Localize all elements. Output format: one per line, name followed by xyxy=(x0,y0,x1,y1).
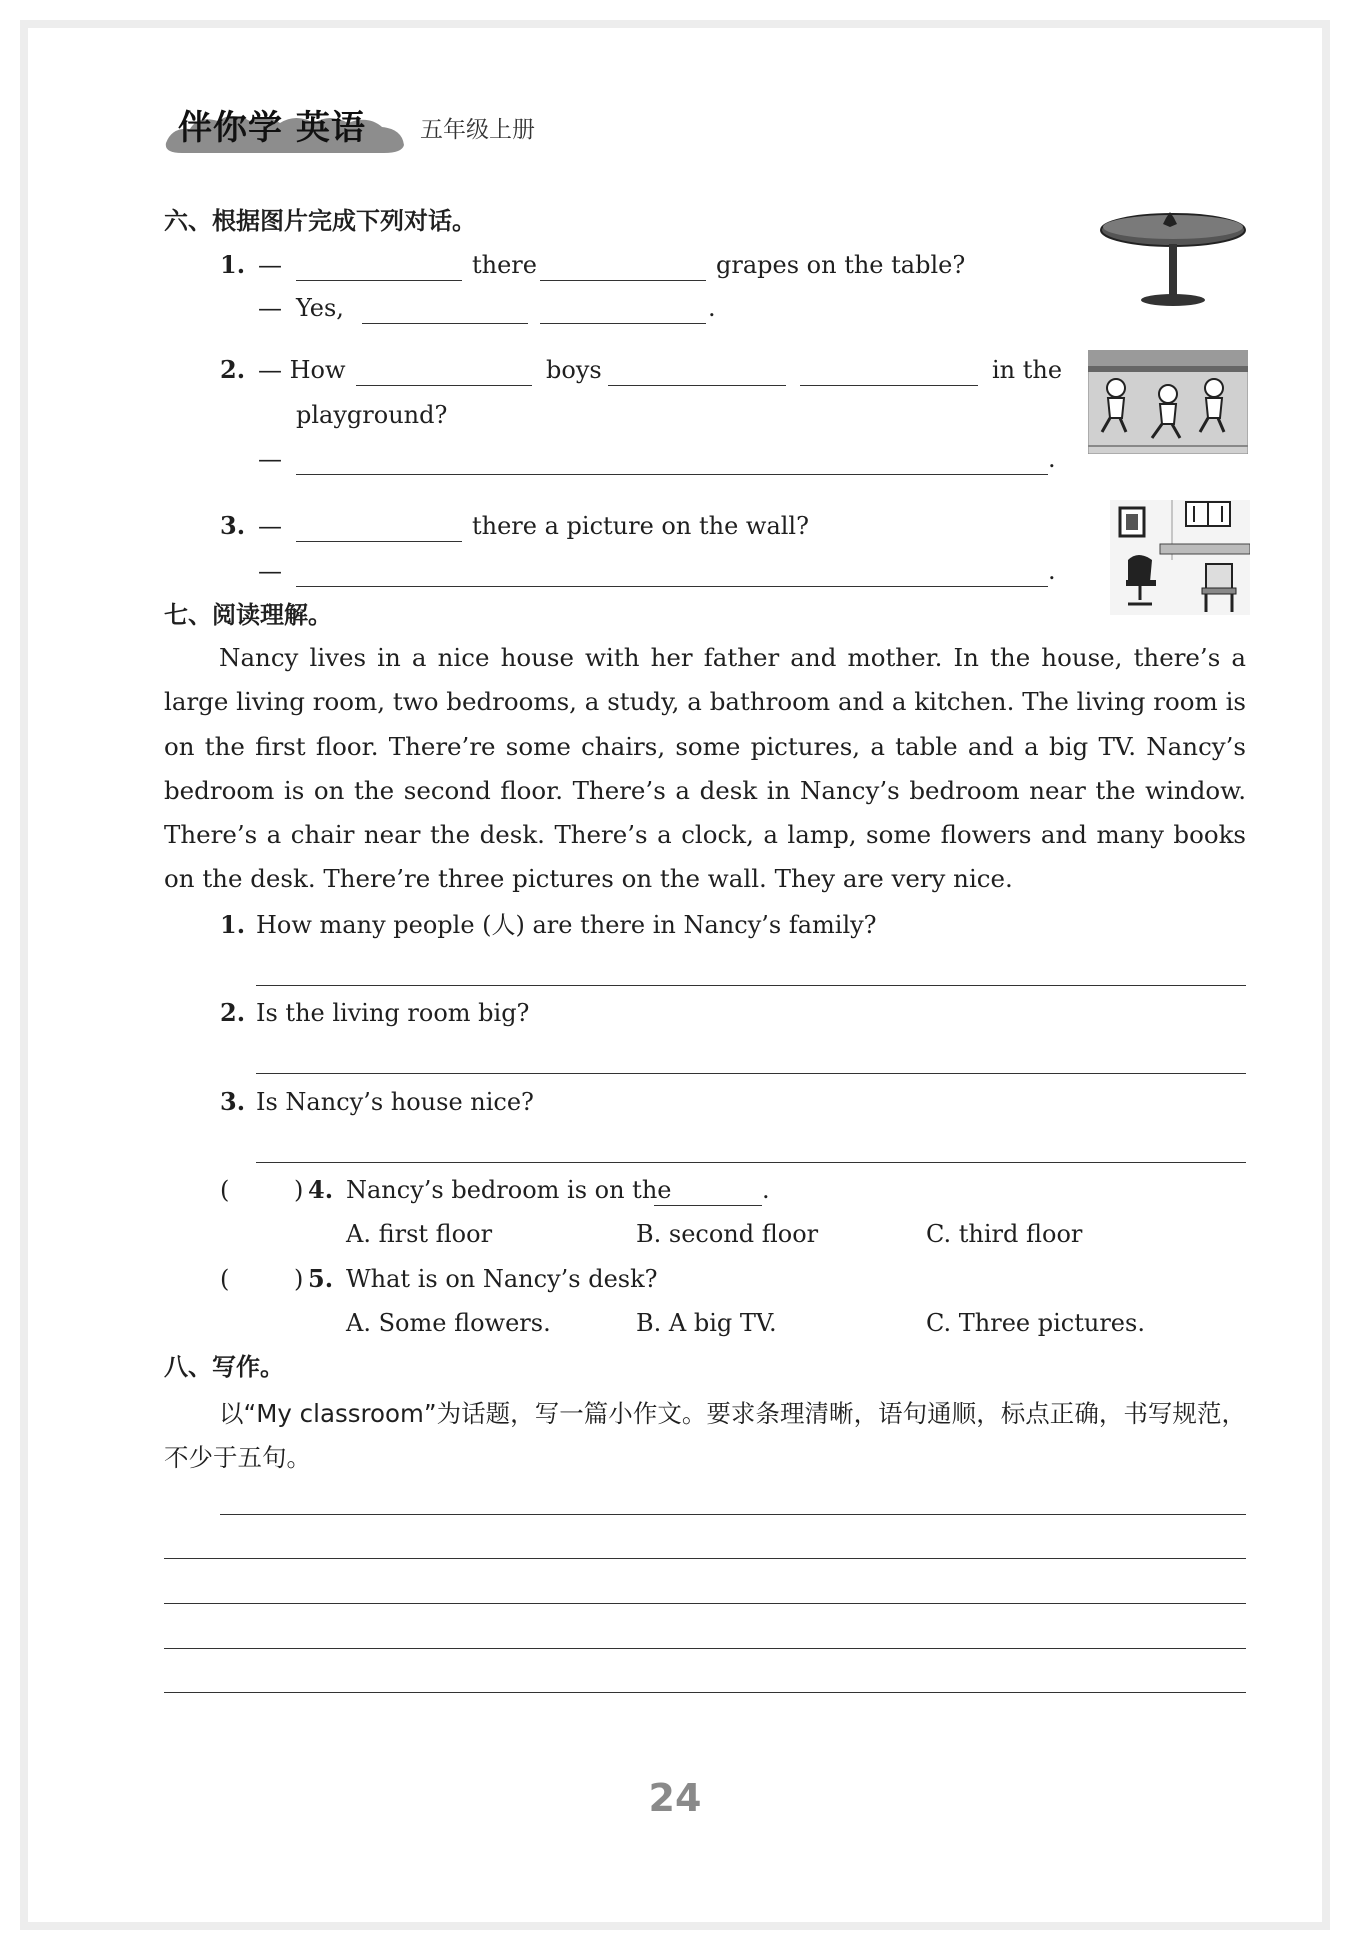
s6-q1-rest: grapes on the table? xyxy=(716,251,966,279)
s7-q4-option-a[interactable]: A. first floor xyxy=(346,1220,493,1248)
header-brand: 伴你学 英语 xyxy=(178,108,366,148)
s7-q5-paren-open: ( xyxy=(220,1265,230,1293)
s6-q2-answer-line[interactable] xyxy=(296,474,1048,475)
s7-q2-text: Is the living room big? xyxy=(256,999,530,1027)
s7-q4-text: Nancy’s bedroom is on the xyxy=(346,1176,672,1204)
s7-q5-text: What is on Nancy’s desk? xyxy=(346,1265,658,1293)
s6-q3-dash: — xyxy=(258,512,282,540)
s6-q3-rest: there a picture on the wall? xyxy=(472,512,809,540)
section7-title: 七、阅读理解。 xyxy=(164,601,332,629)
header-grade: 五年级上册 xyxy=(420,117,535,143)
s7-q4-paren-close: ) xyxy=(294,1176,304,1204)
s6-q2-in-the: in the xyxy=(992,356,1063,384)
s6-q1-blank-2[interactable] xyxy=(540,280,706,281)
section6-title: 六、根据图片完成下列对话。 xyxy=(164,207,476,235)
s6-q2-playground: playground? xyxy=(296,401,448,429)
s7-q5-answer-box[interactable] xyxy=(236,1264,296,1294)
page-number: 24 xyxy=(648,1776,702,1820)
s6-q3-number: 3. xyxy=(220,511,246,540)
s6-q3-answer-line[interactable] xyxy=(296,586,1048,587)
page-sheet xyxy=(28,28,1322,1922)
s6-q2-blank-3[interactable] xyxy=(800,385,978,386)
writing-line-5[interactable] xyxy=(164,1692,1246,1693)
s7-q2-number: 2. xyxy=(220,998,246,1027)
s7-q3-number: 3. xyxy=(220,1087,246,1116)
s7-q4-option-b[interactable]: B. second floor xyxy=(636,1220,819,1248)
s7-q2-answer-line[interactable] xyxy=(256,1073,1246,1074)
s6-q1-blank-1[interactable] xyxy=(296,280,462,281)
s6-q2-blank-2[interactable] xyxy=(608,385,786,386)
s6-q1-word-there: there xyxy=(472,251,537,279)
boys-running-icon xyxy=(1088,350,1248,454)
writing-line-4[interactable] xyxy=(164,1648,1246,1649)
s6-q2-boys: boys xyxy=(546,356,602,384)
s7-q4-number: 4. xyxy=(308,1175,334,1204)
s6-q2-how: — How xyxy=(258,356,346,384)
writing-line-3[interactable] xyxy=(164,1603,1246,1604)
s7-q4-blank[interactable] xyxy=(654,1205,762,1206)
s7-q1-answer-line[interactable] xyxy=(256,985,1246,986)
playground-picture xyxy=(1088,350,1248,454)
s6-q2-answer-dash: — xyxy=(258,445,282,473)
table-picture xyxy=(1098,208,1248,308)
s7-q1-number: 1. xyxy=(220,910,246,939)
writing-instruction: 以“My classroom”为话题，写一篇小作文。要求条理清晰，语句通顺，标点正确，书写规范，不少于五句。 xyxy=(164,1399,1246,1472)
s6-q1-yes: Yes, xyxy=(296,294,344,322)
s7-q4-answer-box[interactable] xyxy=(236,1175,296,1205)
s6-q3-blank-1[interactable] xyxy=(296,541,462,542)
s6-q1-dash: — xyxy=(258,251,282,279)
s7-q4-end: . xyxy=(762,1176,770,1204)
s7-q4-option-c[interactable]: C. third floor xyxy=(926,1220,1083,1248)
s7-q5-option-c[interactable]: C. Three pictures. xyxy=(926,1309,1145,1337)
s6-q1-end: . xyxy=(708,294,716,322)
s7-q5-paren-close: ) xyxy=(294,1265,304,1293)
s6-q2-blank-1[interactable] xyxy=(356,385,532,386)
room-with-chairs-icon xyxy=(1110,500,1250,615)
reading-passage: Nancy lives in a nice house with her father and mother. In the house, there’s a large living room, two bedrooms, a study, a bathroom and a kitchen. The living room is on the first floor. There’re some chairs, some pictures, a table and a big TV. Nancy’s bedroom is on the second floor. There’s a desk in Nancy’s bedroom near the window. There’s a chair near the desk. There’s a clock, a lamp, some flowers and many books on the desk. There’re three pictures on the wall. They are very nice. xyxy=(164,643,1246,894)
s6-q3-answer-dash: — xyxy=(258,557,282,585)
s7-q5-option-b[interactable]: B. A big TV. xyxy=(636,1309,777,1337)
s7-q4-paren-open: ( xyxy=(220,1176,230,1204)
s7-q1-text: How many people (人) are there in Nancy’s family? xyxy=(256,911,877,939)
writing-line-1[interactable] xyxy=(220,1514,1246,1515)
writing-line-2[interactable] xyxy=(164,1558,1246,1559)
round-table-icon xyxy=(1098,208,1248,308)
s6-q1-number: 1. xyxy=(220,250,246,279)
s7-q5-option-a[interactable]: A. Some flowers. xyxy=(346,1309,551,1337)
s6-q2-number: 2. xyxy=(220,355,246,384)
s7-q3-answer-line[interactable] xyxy=(256,1162,1246,1163)
room-picture xyxy=(1110,500,1250,615)
s7-q3-text: Is Nancy’s house nice? xyxy=(256,1088,534,1116)
s6-q1-blank-3[interactable] xyxy=(362,323,528,324)
s7-q5-number: 5. xyxy=(308,1264,334,1293)
s6-q1-blank-4[interactable] xyxy=(540,323,706,324)
s6-q1-answer-dash: — xyxy=(258,294,282,322)
section8-title: 八、写作。 xyxy=(164,1353,284,1381)
s6-q3-end: . xyxy=(1048,557,1056,585)
s6-q2-end: . xyxy=(1048,445,1056,473)
